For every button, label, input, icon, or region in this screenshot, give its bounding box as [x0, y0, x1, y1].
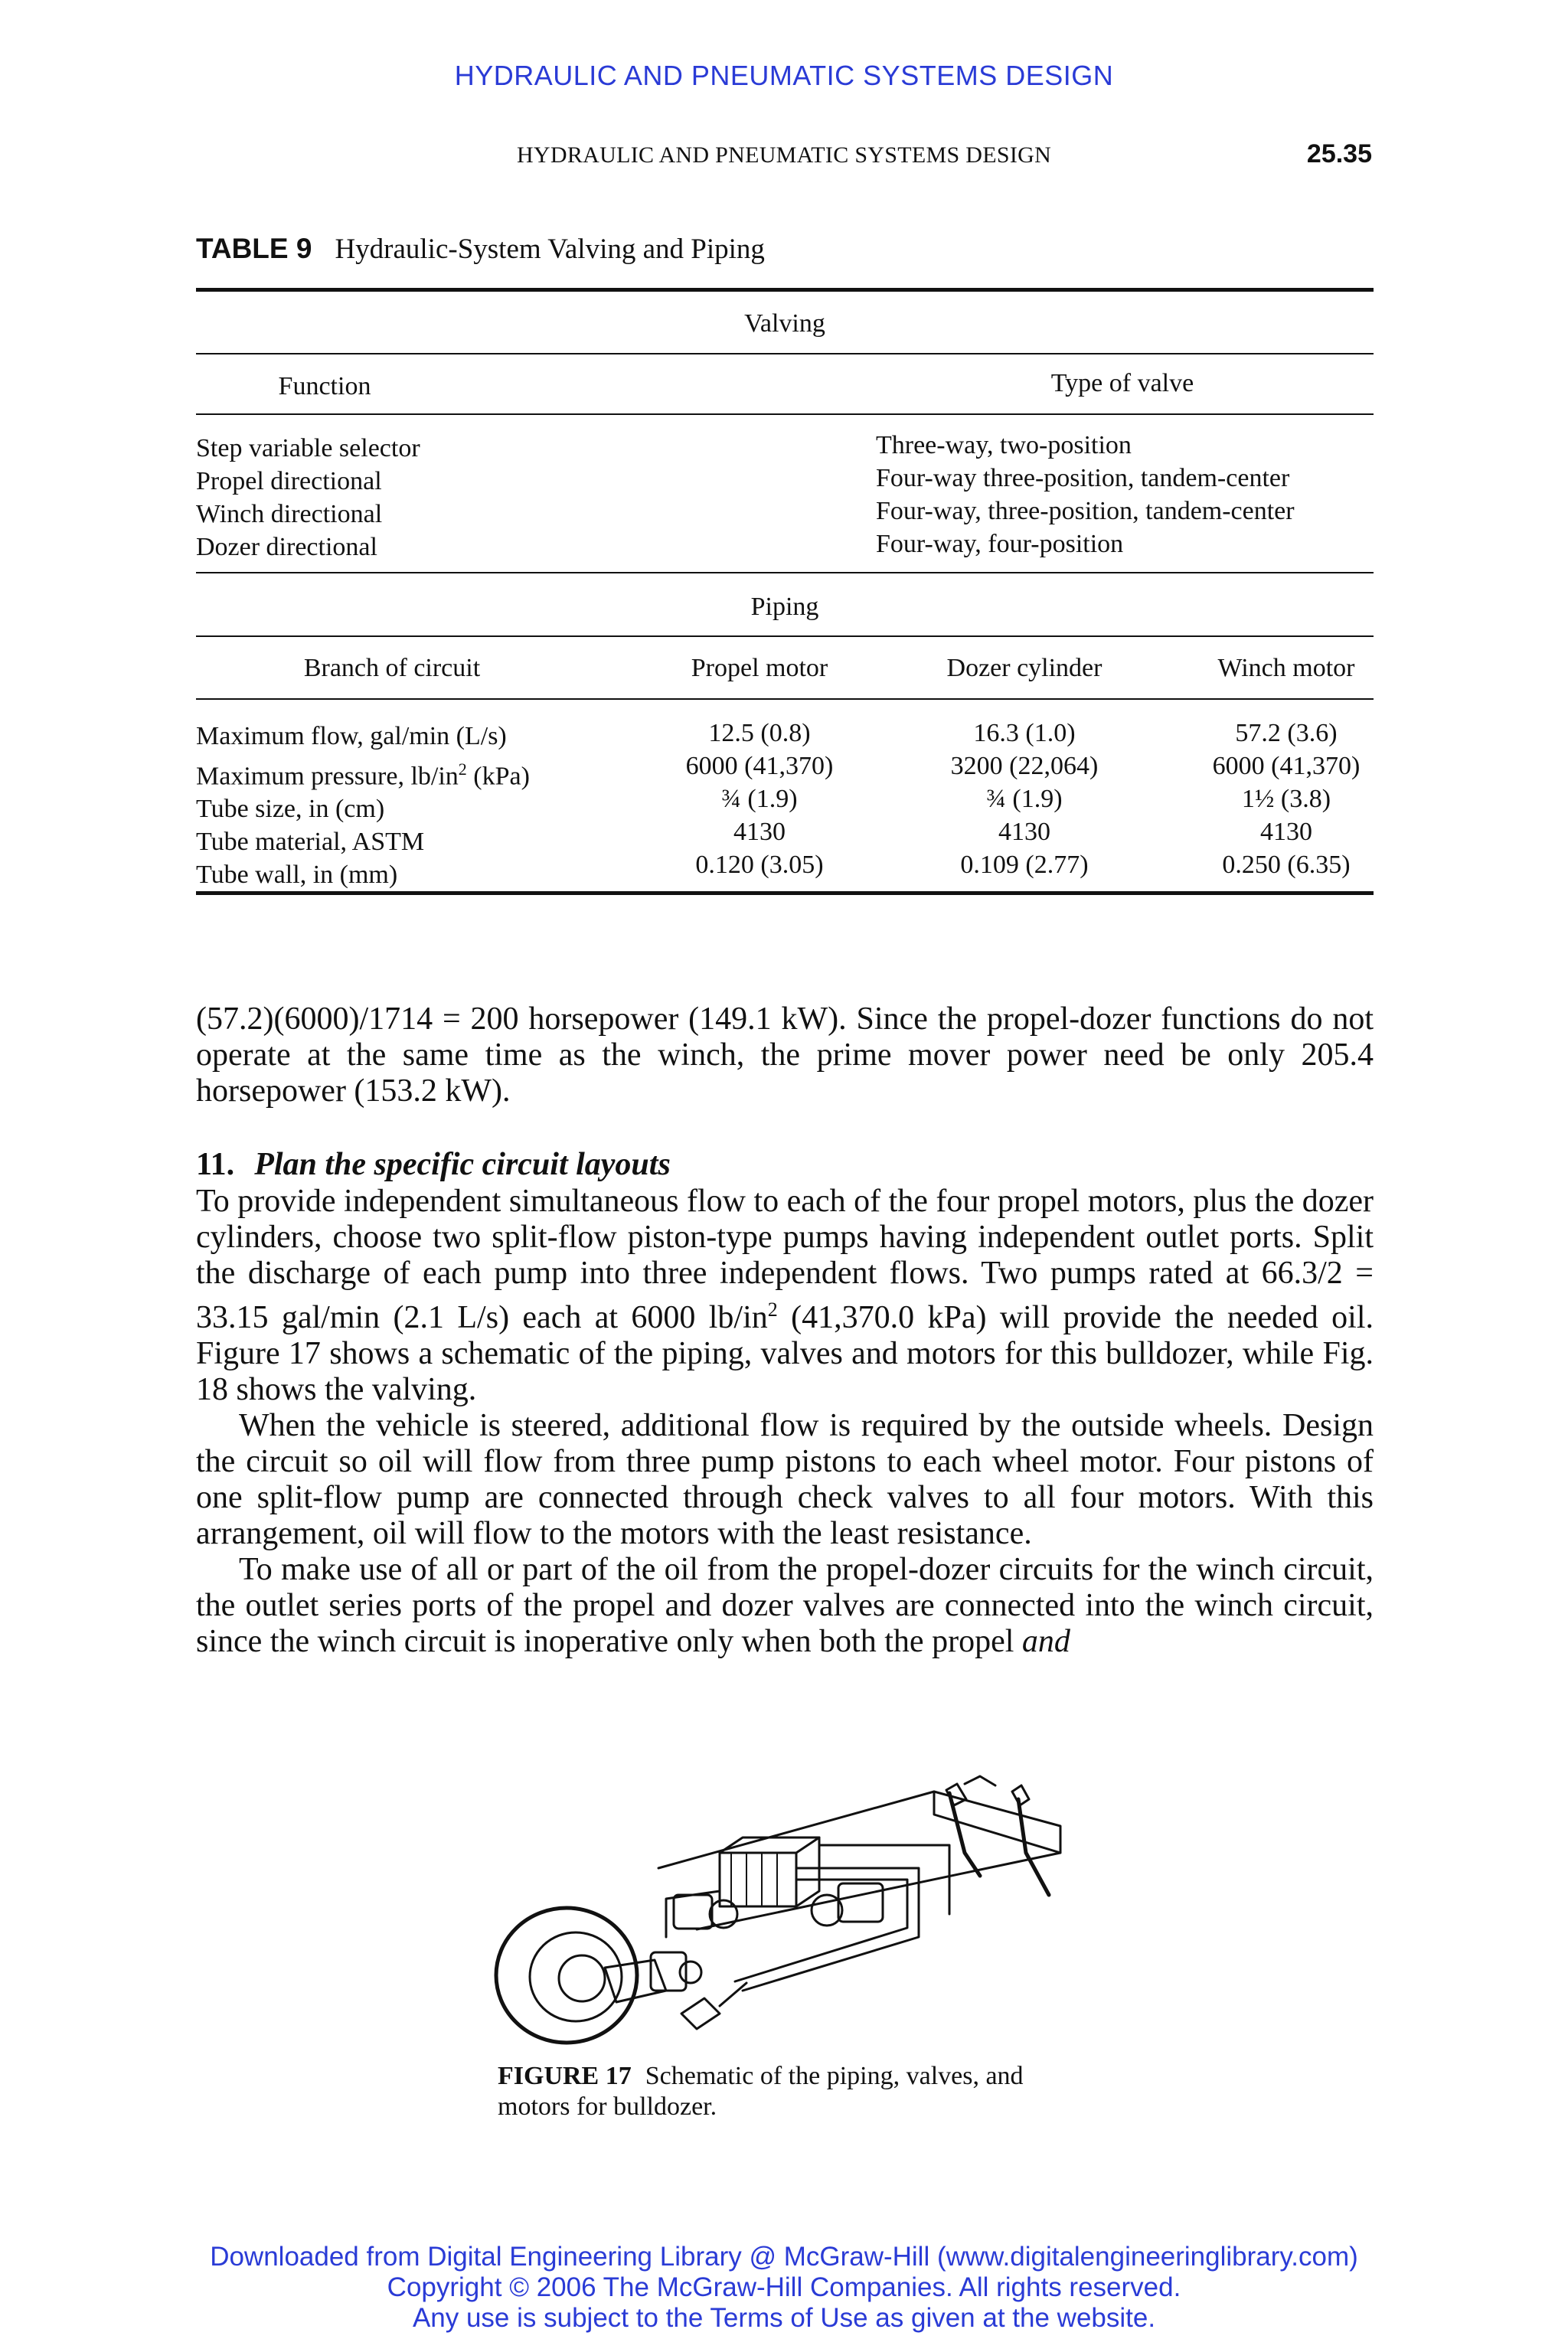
paragraph-3: When the vehicle is steered, additional flow is required by the outside wheels. Design the circuit so oil will flow from three pump pistons to each wheel motor. Four pistons of one split-flow pump are connected through check valves to all four motors. With this arrangement, oil will flow to the motors with the least resistance. — [196, 1408, 1374, 1551]
step-number: 11. — [196, 1147, 235, 1182]
figure-17-illustration — [490, 1738, 1102, 2060]
piping-propel-column — [686, 717, 834, 881]
header-type-of-valve: Type of valve — [1050, 369, 1194, 397]
paragraph-2: To provide independent simultaneous flow to each of the four propel motors, plus the dozer cylinders, choose two split-flow piston-type pumps having independent outlet ports. Split the discharge of each pump into three independent flows. Two pumps rated at 66.3/2 = 33.15 gal/min (2.1 L/s) each at 6000 $lb/in^2$ (41,370.0 kPa) will provide the needed oil. Figure 17 shows a schematic of the piping, valves and motors for this bulldozer, while Fig. 18 shows the valving. — [196, 1184, 1374, 1407]
step-heading — [196, 1146, 671, 1183]
bulldozer-schematic-drawing — [490, 1738, 1102, 2060]
list-item: Dozer directional — [196, 533, 377, 561]
table-cell: 1½ (3.8) — [1241, 785, 1331, 813]
table-cell: 6000 (41,370) — [685, 752, 834, 780]
valving-section-title: Valving — [744, 309, 825, 338]
table-cell: 4130 — [998, 818, 1050, 846]
table-cell: 57.2 (3.6) — [1235, 719, 1338, 747]
rule — [196, 635, 1374, 637]
rule — [196, 413, 1374, 415]
table-cell: 0.250 (6.35) — [1222, 851, 1351, 879]
table-caption — [196, 233, 765, 266]
piping-label-column — [196, 720, 530, 891]
table-row: Tube size, in (cm) — [196, 795, 385, 824]
list-item: Winch directional — [196, 500, 383, 528]
table-label: TABLE 9 — [196, 233, 312, 264]
paragraph-1: (57.2)(6000)/1714 = 200 horsepower (149.1 kW). Since the propel-dozer functions do not operate at the same time as the winch, the prime mover power need be only 205.4 horsepower (153.2 kW). — [196, 1001, 1374, 1109]
table-bottom-rule — [196, 891, 1374, 895]
footer-download-notice: Downloaded from Digital Engineering Library @ McGraw-Hill (www.digitalengineeringlibrary.com) — [210, 2242, 1358, 2272]
list-item: Four-way, three-position, tandem-center — [876, 497, 1295, 525]
circuit-layout-text — [196, 1184, 1374, 1660]
rule — [196, 572, 1374, 573]
table-row: Maximum pressure, $lb/in^2$ (kPa) — [196, 760, 530, 791]
table-top-rule — [196, 288, 1374, 292]
running-head: HYDRAULIC AND PNEUMATIC SYSTEMS DESIGN — [516, 142, 1052, 168]
piping-section-title: Piping — [750, 593, 819, 621]
valving-function-column — [196, 432, 420, 564]
header-dozer-cylinder: Dozer cylinder — [946, 654, 1102, 682]
rule — [196, 353, 1374, 354]
table-cell: ¾ (1.9) — [721, 785, 798, 813]
header-branch-of-circuit: Branch of circuit — [303, 654, 481, 682]
header-function: Function — [278, 372, 371, 400]
table-row: Maximum flow, gal/min (L/s) — [196, 722, 507, 750]
table-row: Tube wall, in (mm) — [196, 861, 398, 890]
table-title: Hydraulic-System Valving and Piping — [335, 234, 765, 265]
figure-caption — [498, 2061, 1080, 2122]
table-cell: ¾ (1.9) — [986, 785, 1063, 813]
download-banner-title: HYDRAULIC AND PNEUMATIC SYSTEMS DESIGN — [454, 60, 1114, 91]
figure-label: FIGURE 17 — [498, 2062, 632, 2090]
list-item: Propel directional — [196, 467, 382, 495]
table-cell: 4130 — [733, 818, 786, 846]
list-item: Four-way, four-position — [876, 530, 1124, 558]
list-item: Four-way three-position, tandem-center — [876, 464, 1290, 492]
table-cell: 16.3 (1.0) — [973, 719, 1076, 747]
valving-piping-table — [196, 286, 1374, 899]
table-row: Tube material, ASTM — [196, 828, 425, 857]
table-cell: 0.120 (3.05) — [695, 851, 824, 879]
table-cell: 4130 — [1260, 818, 1312, 846]
step-title: Plan the specific circuit layouts — [254, 1147, 671, 1182]
footer-copyright: Copyright © 2006 The McGraw-Hill Companies. All rights reserved. — [387, 2272, 1181, 2302]
list-item: Step variable selector — [196, 434, 420, 462]
paragraph-horsepower — [196, 1001, 1374, 1109]
piping-winch-column — [1213, 717, 1361, 881]
page-number: 25.35 — [1306, 139, 1372, 168]
table-cell: 12.5 (0.8) — [708, 719, 811, 747]
table-cell: 3200 (22,064) — [950, 752, 1099, 780]
valving-type-column — [876, 429, 1295, 560]
header-winch-motor: Winch motor — [1217, 654, 1355, 682]
paragraph-4: To make use of all or part of the oil from the propel-dozer circuits for the winch circuit, the outlet series ports of the propel and dozer valves are connected into the winch circuit, since the winch circuit is inoperative only when both the propel and — [196, 1552, 1374, 1659]
rule — [196, 698, 1374, 700]
table-cell: 6000 (41,370) — [1212, 752, 1361, 780]
figure-caption-text: Schematic of the piping, valves, and motors for bulldozer. — [498, 2062, 1024, 2121]
list-item: Three-way, two-position — [876, 431, 1132, 459]
table-cell: 0.109 (2.77) — [960, 851, 1089, 879]
piping-dozer-column — [951, 717, 1099, 881]
footer-terms: Any use is subject to the Terms of Use as given at the website. — [412, 2303, 1156, 2333]
header-propel-motor: Propel motor — [691, 654, 828, 682]
